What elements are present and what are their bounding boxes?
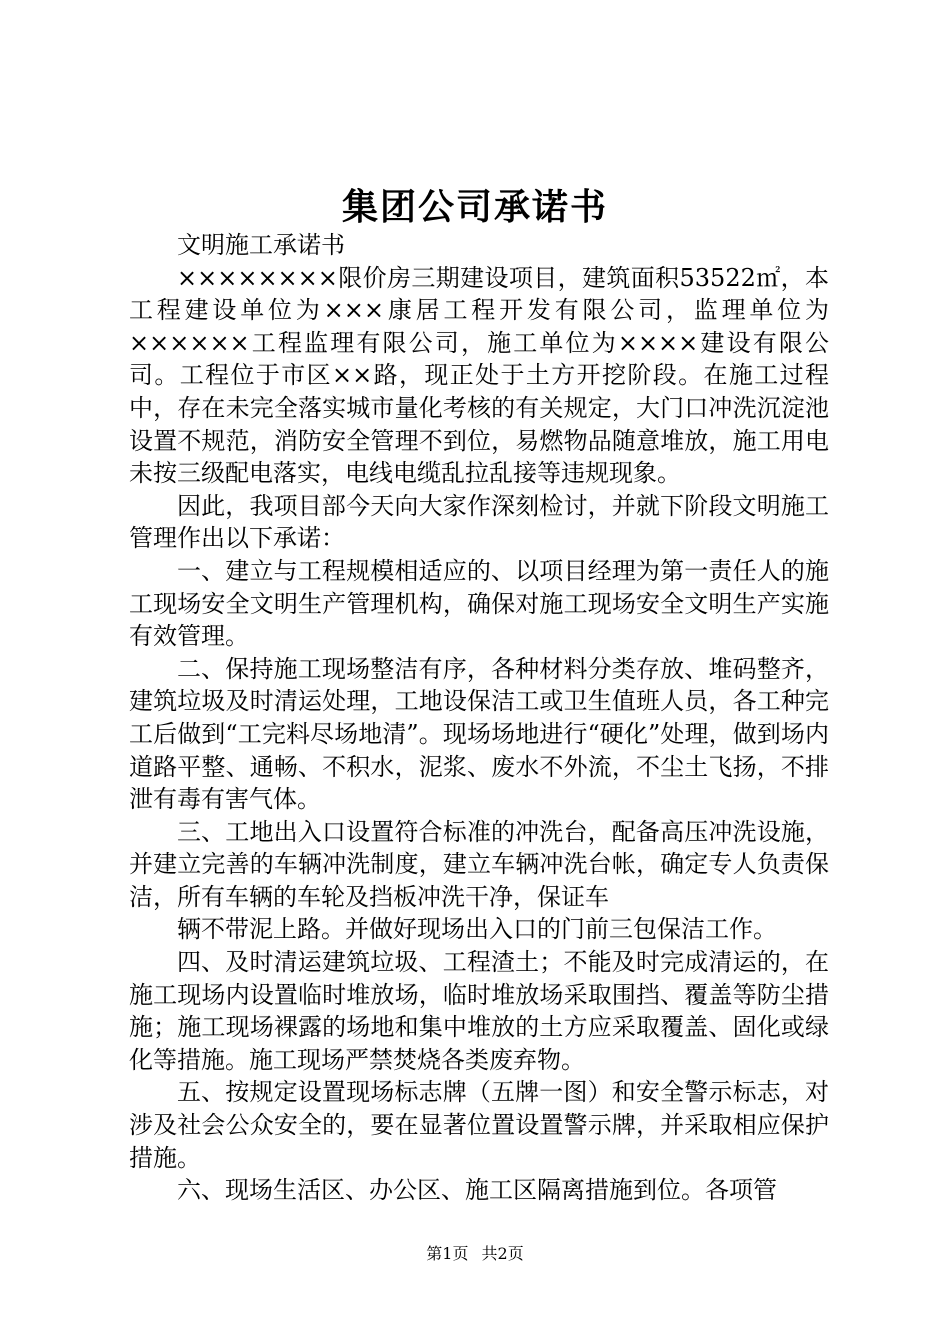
paragraph-item-3: 三、工地出入口设置符合标准的冲洗台，配备高压冲洗设施，并建立完善的车辆冲洗制度，建立车辆冲洗台帐，确定专人负责保洁，所有车辆的车轮及挡板冲洗干净，保证车 [129,817,829,911]
paragraph-item-5: 五、按规定设置现场标志牌（五牌一图）和安全警示标志，对涉及社会公众安全的，要在显著位置设置警示牌，并采取相应保护措施。 [129,1078,829,1172]
page-number: 第1页 [426,1244,469,1263]
page-total: 共2页 [481,1244,524,1263]
paragraph-item-4: 四、及时清运建筑垃圾、工程渣土；不能及时完成清运的，在施工现场内设置临时堆放场，临时堆放场采取围挡、覆盖等防尘措施；施工现场裸露的场地和集中堆放的土方应采取覆盖、固化或绿化等措施。施工现场严禁焚烧各类废弃物。 [129,948,829,1074]
paragraph-commitment-lead: 因此，我项目部今天向大家作深刻检讨，并就下阶段文明施工管理作出以下承诺： [129,491,829,553]
document-title: 集团公司承诺书 [341,186,608,228]
paragraph-item-2: 二、保持施工现场整洁有序，各种材料分类存放、堆码整齐，建筑垃圾及时清运处理，工地设保洁工或卫生值班人员，各工种完工后做到“工完料尽场地清”。现场场地进行“硬化”处理，做到场内道路平整、通畅、不积水，泥浆、废水不外流，不尘土飞扬，不排泄有毒有害气体。 [129,654,829,814]
paragraph-subtitle: 文明施工承诺书 [177,231,345,259]
page-footer [0,1241,950,1264]
paragraph-item-1: 一、建立与工程规模相适应的、以项目经理为第一责任人的施工现场安全文明生产管理机构，确保对施工现场安全文明生产实施有效管理。 [129,556,829,651]
paragraph-item-6: 六、现场生活区、办公区、施工区隔离措施到位。各项管 [177,1176,777,1205]
paragraph-intro: ××××××××限价房三期建设项目，建筑面积53522㎡，本工程建设单位为×××康居工程开发有限公司，监理单位为××××××工程监理有限公司，施工单位为××××建设有限公司。工程位于市区××路，现正处于土方开挖阶段。在施工过程中，存在未完全落实城市量化考核的有关规定，大门口冲洗沉淀池设置不规范，消防安全管理不到位，易燃物品随意堆放，施工用电未按三级配电落实，电线电缆乱拉乱接等违规现象。 [129,263,829,488]
document-body [129,229,829,1207]
paragraph-item-3-continued: 辆不带泥上路。并做好现场出入口的门前三包保洁工作。 [177,915,777,944]
